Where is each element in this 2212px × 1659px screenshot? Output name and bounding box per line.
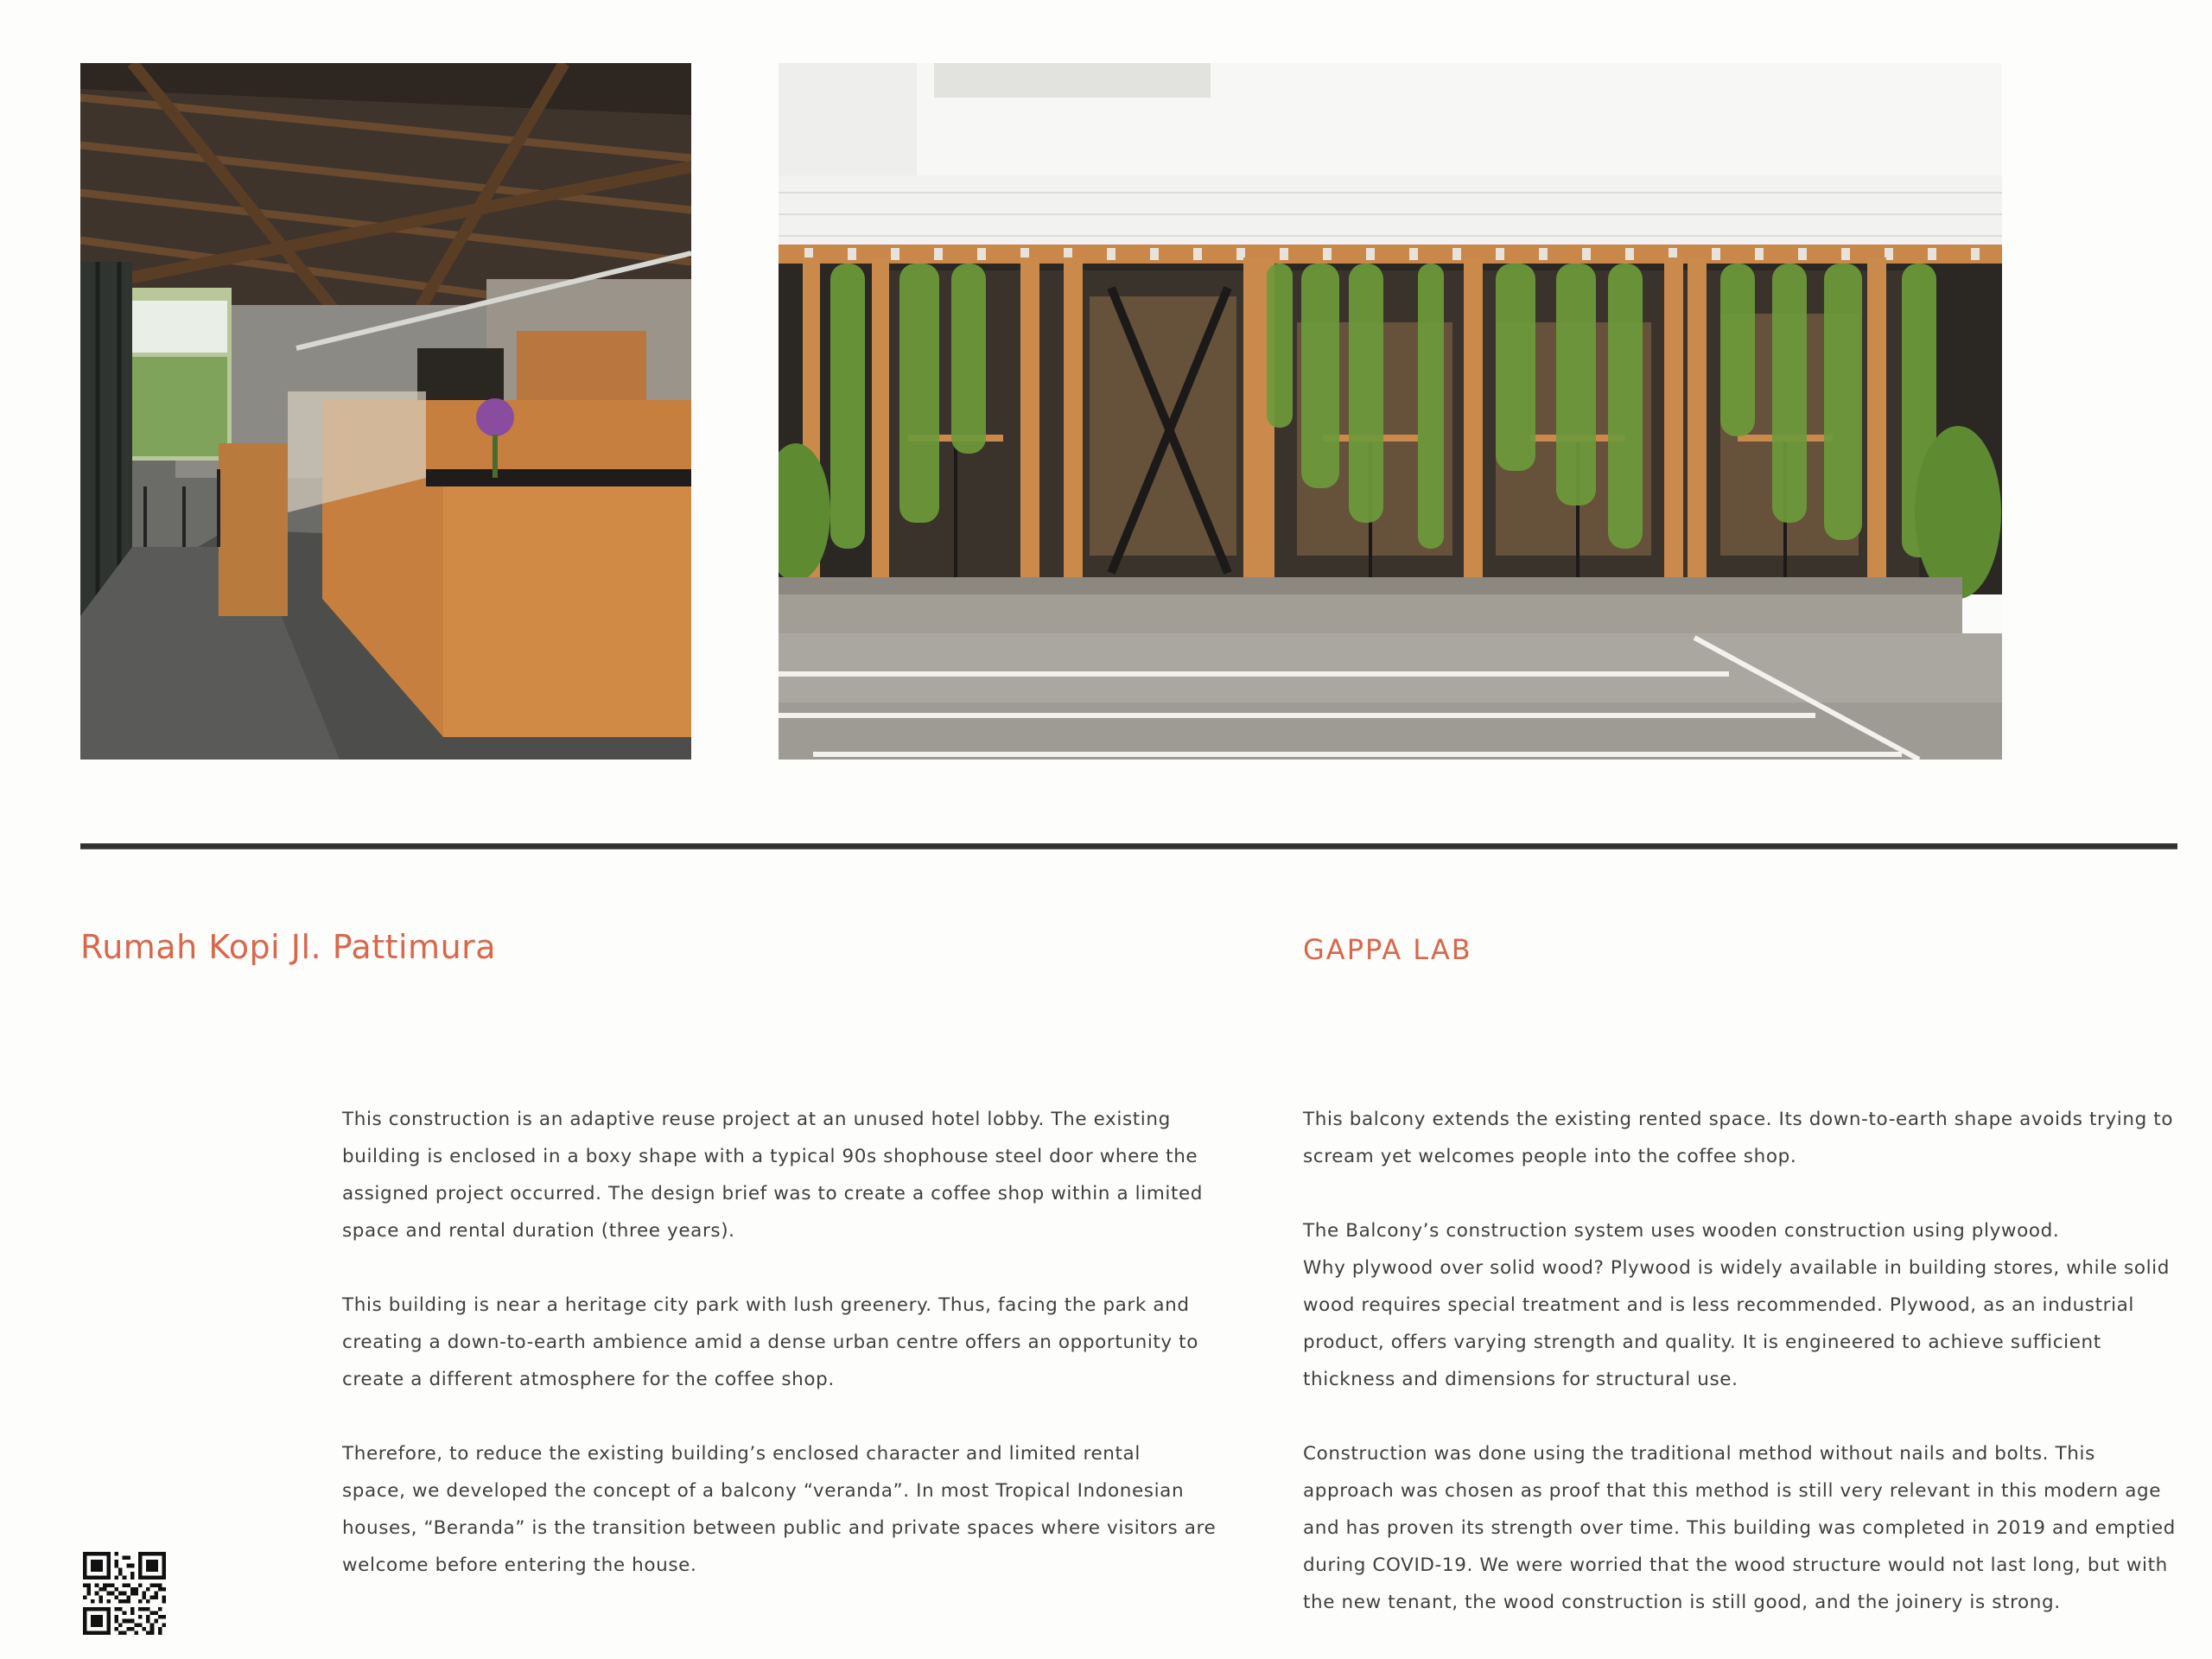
project-title: Rumah Kopi Jl. Pattimura [80, 928, 497, 966]
paragraph [1303, 1212, 2193, 1398]
text-line: approach was chosen as proof that this method is still very relevant in this modern age [1303, 1480, 2162, 1502]
section-divider [80, 843, 2177, 849]
veranda-photo [779, 63, 2002, 760]
text-line: assigned project occurred. The design brief was to create a coffee shop within a limited [342, 1183, 1204, 1205]
text-line: This construction is an adaptive reuse project at an unused hotel lobby. The existing [342, 1109, 1171, 1130]
paragraph [342, 1435, 1241, 1584]
text-line: product, offers varying strength and quality. It is engineered to achieve sufficient [1303, 1332, 2101, 1353]
text-line: create a different atmosphere for the coffee shop. [342, 1369, 835, 1390]
text-line: welcome before entering the house. [342, 1554, 697, 1576]
text-line: Construction was done using the traditional method without nails and bolts. This [1303, 1443, 2095, 1465]
text-line: space and rental duration (three years). [342, 1220, 735, 1242]
firm-name: GAPPA LAB [1303, 933, 1472, 966]
text-line: thickness and dimensions for structural use. [1303, 1369, 1738, 1390]
text-line: wood requires special treatment and is less recommended. Plywood, as an industrial [1303, 1294, 2135, 1316]
text-line: This balcony extends the existing rented space. Its down-to-earth shape avoids trying to [1303, 1109, 2174, 1130]
text-line: Why plywood over solid wood? Plywood is widely available in building stores, while solid [1303, 1257, 2170, 1279]
paragraph [1303, 1435, 2193, 1621]
description-right-column [1303, 1101, 2193, 1658]
paragraph [1303, 1101, 2193, 1175]
paragraph [342, 1287, 1241, 1398]
text-line: and has proven its strength over time. This building was completed in 2019 and emptied [1303, 1517, 2176, 1539]
paragraph [342, 1101, 1241, 1249]
text-line: The Balcony’s construction system uses wooden construction using plywood. [1303, 1220, 2060, 1242]
text-line: scream yet welcomes people into the coffee shop. [1303, 1146, 1797, 1167]
description-left-column [342, 1101, 1241, 1621]
text-line: during COVID-19. We were worried that the wood structure would not last long, but with [1303, 1554, 2168, 1576]
text-line: space, we developed the concept of a balcony “veranda”. In most Tropical Indonesian [342, 1480, 1185, 1502]
text-line: creating a down-to-earth ambience amid a dense urban centre offers an opportunity to [342, 1332, 1198, 1353]
text-line: Therefore, to reduce the existing building’s enclosed character and limited rental [342, 1443, 1141, 1465]
text-line: houses, “Beranda” is the transition between public and private spaces where visitors are [342, 1517, 1217, 1539]
qr-code-icon[interactable] [83, 1552, 166, 1635]
text-line: building is enclosed in a boxy shape with a typical 90s shophouse steel door where the [342, 1146, 1198, 1167]
interior-photo [80, 63, 691, 760]
text-line: the new tenant, the wood construction is still good, and the joinery is strong. [1303, 1592, 2061, 1613]
text-line: This building is near a heritage city park with lush greenery. Thus, facing the park and [342, 1294, 1190, 1316]
